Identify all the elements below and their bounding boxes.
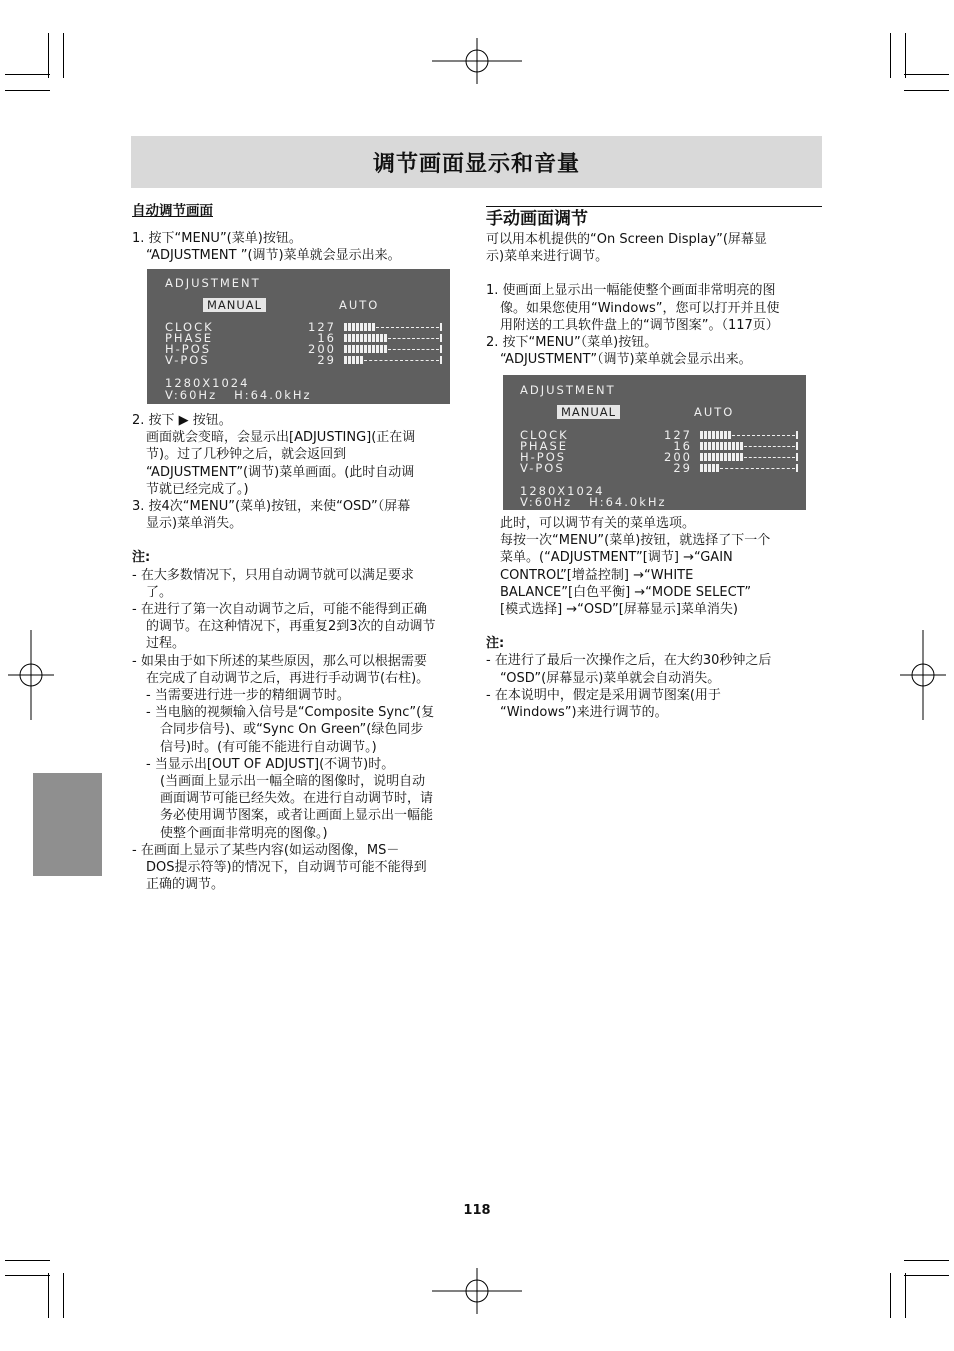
r-step2-line2: “ADJUSTMENT”（调节)菜单就会显示出来。 — [500, 352, 752, 368]
right-note-label: 注: — [486, 636, 505, 652]
page-number: 118 — [463, 1203, 491, 1218]
step1-line1: 1. 按下“MENU”(菜单)按钮。 — [132, 231, 302, 247]
osd-auto: AUTO — [694, 405, 735, 419]
note-line: 画面调节可能已经失效。在进行自动调节时，请 — [160, 791, 434, 807]
osd-manual: MANUAL — [557, 405, 620, 419]
osd-row-label: H-POS — [520, 450, 567, 464]
osd-level-bar — [344, 345, 442, 353]
step3-line2: 显示)菜单消失。 — [146, 516, 243, 532]
osd-row-value: 200 — [308, 342, 336, 356]
left-note-label: 注: — [132, 550, 151, 566]
osd-frequency: V:60Hz H:64.0kHz — [520, 495, 667, 509]
note-line: - 在进行了第一次自动调节之后，可能不能得到正确 — [132, 602, 427, 618]
osd-row-value: 16 — [317, 331, 336, 345]
osd-level-bar — [700, 453, 798, 461]
r-note-line: “OSD”(屏幕显示)菜单就会自动消失。 — [500, 670, 721, 686]
osd-row-value: 127 — [308, 320, 336, 334]
r-note-line: “Windows”)来进行调节的。 — [500, 705, 668, 721]
note-line: 的调节。在这种情况下，再重复2到3次的自动调节 — [146, 619, 436, 635]
step2-line4: “ADJUSTMENT”(调节)菜单画面。(此时自动调 — [146, 464, 415, 480]
after-line: [模式选择] →“OSD”[屏幕显示]菜单消失) — [500, 602, 738, 618]
osd-level-bar — [700, 464, 798, 472]
right-column-body — [486, 515, 822, 721]
note-line: 了。 — [146, 584, 173, 600]
manual-adjust-heading: 手动画面调节 — [486, 209, 588, 229]
osd-resolution: 1280X1024 — [165, 376, 250, 390]
osd-level-bar — [344, 334, 442, 342]
osd-level-bar — [344, 356, 442, 364]
r-note-line: - 在进行了最后一次操作之后，在大约30秒钟之后 — [486, 653, 772, 669]
note-line: (当画面上显示出一幅全暗的图像时，说明自动 — [160, 774, 426, 790]
step2-line5: 节就已经完成了。) — [146, 481, 249, 497]
note-line: 过程。 — [146, 636, 186, 652]
after-line: 此时，可以调节有关的菜单选项。 — [500, 516, 696, 531]
intro-line1: 可以用本机提供的“On Screen Display”(屏幕显 — [486, 232, 767, 247]
note-line: 信号)时。(有可能不能进行自动调节。) — [160, 739, 377, 755]
adjustment-osd-right — [503, 375, 806, 510]
osd-row-label: CLOCK — [165, 320, 214, 334]
osd-row-value: 29 — [673, 461, 692, 475]
osd-row-value: 200 — [664, 450, 692, 464]
registration-mark-left — [8, 630, 54, 720]
step2-line1: 2. 按下 ▶ 按钮。 — [132, 413, 232, 428]
osd-row-value: 29 — [317, 353, 336, 367]
right-column — [486, 207, 822, 368]
title-bar — [131, 136, 822, 188]
note-line: - 当显示出[OUT OF ADJUST](不调节)时。 — [146, 756, 395, 772]
note-line: 使整个画面非常明亮的图像。) — [160, 825, 328, 841]
note-line: - 当电脑的视频输入信号是“Composite Sync”(复 — [146, 705, 435, 721]
r-note-line: - 在本说明中，假定是采用调节图案(用于 — [486, 687, 721, 703]
note-line: - 如果由于如下所述的某些原因，那么可以根据需要 — [132, 653, 427, 669]
left-column-body — [132, 412, 472, 893]
note-line: - 在大多数情况下，只用自动调节就可以满足要求 — [132, 567, 414, 583]
note-line: 正确的调节。 — [146, 877, 225, 893]
note-line: 合同步信号)、或“Sync On Green”(绿色同步 — [160, 722, 424, 738]
osd-row-label: PHASE — [165, 331, 214, 345]
r-step1-line3: 用附送的工具软件盘上的“调节图案”。（117页） — [500, 317, 779, 333]
registration-mark-bottom — [432, 1268, 522, 1314]
step2-line2: 画面就会变暗，会显示出[ADJUSTING](正在调 — [146, 430, 416, 446]
osd-row-label: V-POS — [165, 353, 210, 367]
osd-level-bar — [700, 442, 798, 450]
r-step1-line1: 1. 使画面上显示出一幅能使整个画面非常明亮的图 — [486, 283, 776, 299]
after-line: CONTROL”[增益控制] →“WHITE — [500, 567, 694, 583]
intro-line2: 示)菜单来进行调节。 — [486, 249, 609, 265]
osd-row-label: CLOCK — [520, 428, 569, 442]
registration-mark-top — [432, 38, 522, 84]
note-line: DOS提示符等)的情况下，自动调节可能不能得到 — [146, 860, 427, 876]
note-line: - 在画面上显示了某些内容(如运动图像，MS－ — [132, 842, 400, 858]
note-line: - 当需要进行进一步的精细调节时。 — [146, 688, 350, 704]
after-line: 菜单。(“ADJUSTMENT”[调节] →“GAIN — [500, 550, 733, 566]
registration-mark-right — [900, 630, 946, 720]
page-title: 调节画面显示和音量 — [372, 152, 580, 177]
after-line: BALANCE”[白色平衡] →“MODE SELECT” — [500, 584, 752, 600]
osd-auto: AUTO — [339, 298, 380, 312]
osd-manual: MANUAL — [203, 298, 266, 312]
auto-adjust-heading: 自动调节画面 — [132, 203, 213, 219]
note-line: 在完成了自动调节之后，再进行手动调节(右柱)。 — [146, 670, 430, 686]
step2-line3: 节)。过了几秒钟之后，就会返回到 — [146, 447, 347, 463]
osd-header: ADJUSTMENT — [165, 276, 261, 290]
osd-row-value: 127 — [664, 428, 692, 442]
osd-row-value: 16 — [673, 439, 692, 453]
r-step1-line2: 像。如果您使用“Windows”，您可以打开并且使 — [500, 300, 780, 316]
step1-line2: “ADJUSTMENT ”(调节)菜单就会显示出来。 — [146, 248, 401, 264]
osd-header: ADJUSTMENT — [520, 383, 616, 397]
adjustment-osd-left — [147, 269, 450, 404]
osd-frequency: V:60Hz H:64.0kHz — [165, 388, 312, 402]
left-column — [132, 203, 472, 265]
osd-resolution: 1280X1024 — [520, 484, 605, 498]
osd-row-label: V-POS — [520, 461, 565, 475]
note-line: 务必使用调节图案，或者让画面上显示出一幅能 — [160, 808, 434, 824]
osd-level-bar — [344, 323, 442, 331]
osd-level-bar — [700, 431, 798, 439]
side-tab — [33, 773, 102, 876]
r-step2-line1: 2. 按下“MENU”（菜单)按钮。 — [486, 335, 658, 351]
after-line: 每按一次“MENU”(菜单)按钮，就选择了下一个 — [500, 533, 771, 549]
osd-row-label: PHASE — [520, 439, 569, 453]
step3-line1: 3. 按4次“MENU”(菜单)按钮，来使“OSD”（屏幕 — [132, 499, 411, 515]
osd-row-label: H-POS — [165, 342, 212, 356]
